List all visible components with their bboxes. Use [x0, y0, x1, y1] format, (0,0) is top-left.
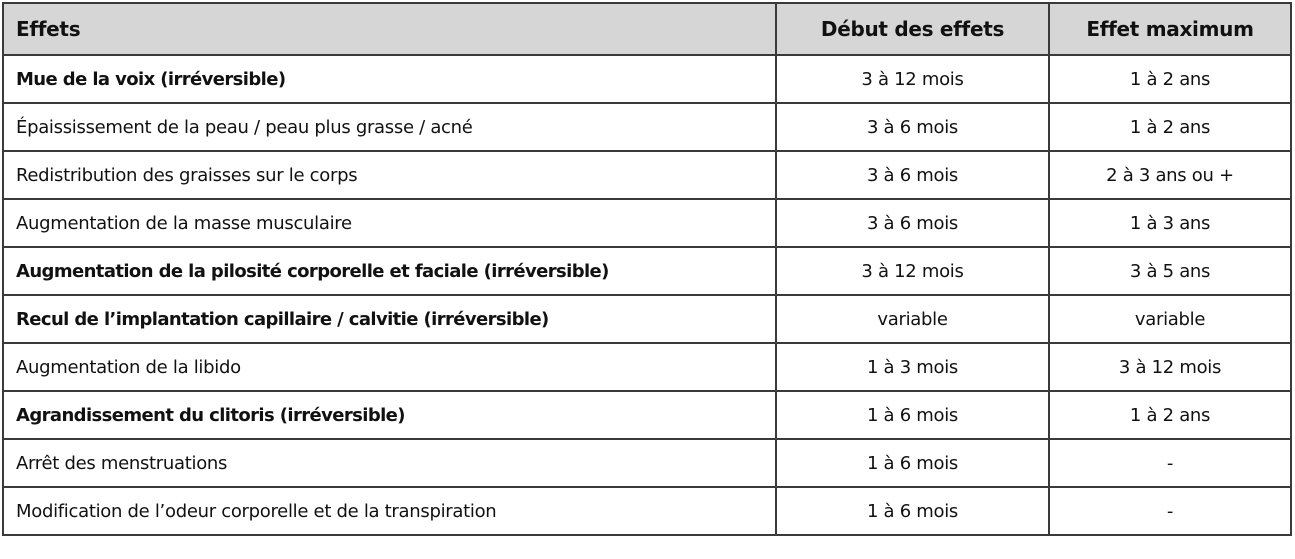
cell-debut: 3 à 6 mois — [776, 151, 1049, 199]
cell-debut: 1 à 3 mois — [776, 343, 1049, 391]
table-row — [3, 487, 1291, 535]
cell-maximum: 1 à 3 ans — [1049, 199, 1291, 247]
cell-debut: 3 à 12 mois — [776, 55, 1049, 103]
cell-effet: Recul de l’implantation capillaire / calvitie (irréversible) — [3, 295, 776, 343]
cell-debut: 1 à 6 mois — [776, 391, 1049, 439]
cell-maximum: 3 à 5 ans — [1049, 247, 1291, 295]
cell-effet: Augmentation de la masse musculaire — [3, 199, 776, 247]
table-header-row — [3, 3, 1291, 55]
cell-effet: Augmentation de la pilosité corporelle et faciale (irréversible) — [3, 247, 776, 295]
cell-maximum: - — [1049, 439, 1291, 487]
cell-debut: 3 à 12 mois — [776, 247, 1049, 295]
cell-maximum: 3 à 12 mois — [1049, 343, 1291, 391]
header-effets: Effets — [3, 3, 776, 55]
table-row — [3, 439, 1291, 487]
cell-maximum: 1 à 2 ans — [1049, 103, 1291, 151]
cell-effet: Redistribution des graisses sur le corps — [3, 151, 776, 199]
table-row — [3, 103, 1291, 151]
cell-maximum: - — [1049, 487, 1291, 535]
cell-effet: Épaississement de la peau / peau plus grasse / acné — [3, 103, 776, 151]
cell-effet: Arrêt des menstruations — [3, 439, 776, 487]
cell-debut: 1 à 6 mois — [776, 487, 1049, 535]
cell-maximum: 1 à 2 ans — [1049, 391, 1291, 439]
cell-debut: variable — [776, 295, 1049, 343]
cell-effet: Agrandissement du clitoris (irréversible) — [3, 391, 776, 439]
cell-debut: 1 à 6 mois — [776, 439, 1049, 487]
cell-effet: Mue de la voix (irréversible) — [3, 55, 776, 103]
cell-maximum: 2 à 3 ans ou + — [1049, 151, 1291, 199]
cell-debut: 3 à 6 mois — [776, 103, 1049, 151]
cell-maximum: 1 à 2 ans — [1049, 55, 1291, 103]
effects-table — [2, 2, 1292, 536]
cell-effet: Modification de l’odeur corporelle et de la transpiration — [3, 487, 776, 535]
header-debut-des-effets: Début des effets — [776, 3, 1049, 55]
table-row — [3, 151, 1291, 199]
table-row — [3, 247, 1291, 295]
cell-effet: Augmentation de la libido — [3, 343, 776, 391]
cell-debut: 3 à 6 mois — [776, 199, 1049, 247]
cell-maximum: variable — [1049, 295, 1291, 343]
table-row — [3, 295, 1291, 343]
header-effet-maximum: Effet maximum — [1049, 3, 1291, 55]
table-row — [3, 199, 1291, 247]
table-row — [3, 391, 1291, 439]
table-row — [3, 55, 1291, 103]
table-row — [3, 343, 1291, 391]
